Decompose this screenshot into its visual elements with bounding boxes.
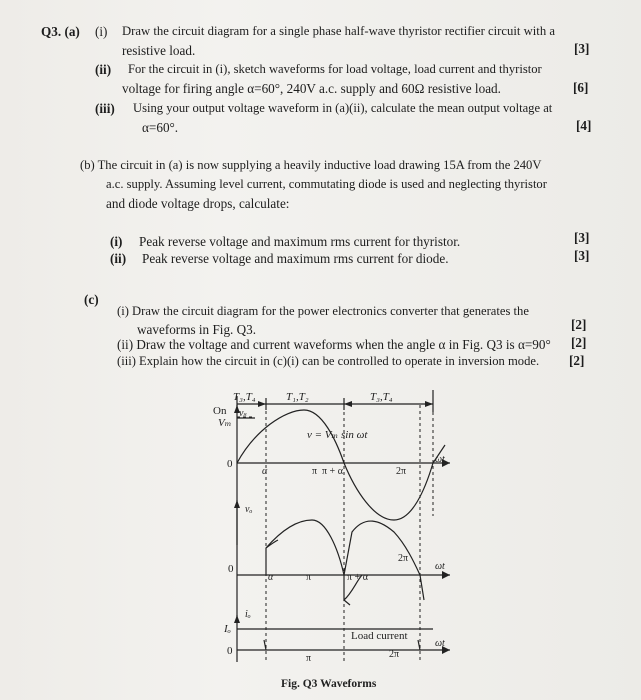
qc-i-line1: (i) Draw the circuit diagram for the power electronics converter that generates the [117, 304, 529, 318]
label-pi-plus-alpha-2: π + α [347, 572, 368, 583]
label-zero-1: 0 [227, 458, 233, 470]
label-pi-plus-alpha-1: π + α [322, 466, 343, 477]
qa-ii-line2: voltage for firing angle α=60°, 240V a.c. supply and 60Ω resistive load. [122, 81, 501, 96]
label-vo: vₒ [245, 504, 253, 515]
label-pi-2: π [306, 572, 312, 583]
qa-i-line2: resistive load. [122, 43, 196, 58]
qa-ii-line1: For the circuit in (i), sketch waveforms for load voltage, load current and thyristor [128, 62, 542, 76]
label-wt-3: ωt [435, 638, 445, 649]
qb-ii-text: Peak reverse voltage and maximum rms current for diode. [142, 251, 449, 266]
label-io: iₒ [245, 609, 251, 620]
label-t3t4-left: T₃,T₄ [233, 391, 256, 403]
qa-i-marks: [3] [574, 41, 590, 56]
label-wt-2: ωt [435, 561, 445, 572]
qc-i-line2: waveforms in Fig. Q3. [137, 322, 257, 337]
qb-line2: a.c. supply. Assuming level current, commutating diode is used and neglecting thyristor [106, 177, 547, 191]
label-alpha-2: α [268, 572, 274, 583]
qa-iii-marks: [4] [576, 118, 592, 133]
qa-iii-number: (iii) [95, 101, 115, 116]
qa-ii-marks: [6] [573, 80, 589, 95]
qa-iii-line2: α=60°. [142, 120, 179, 135]
qc-ii-marks: [2] [571, 335, 587, 350]
label-Io: Iₒ [224, 623, 231, 635]
label-zero-3: 0 [227, 645, 233, 657]
qa-i-number: (i) [95, 24, 108, 39]
qc-ii-text: (ii) Draw the voltage and current waveforms when the angle α in Fig. Q3 is α=90° [117, 337, 551, 352]
qb-ii-marks: [3] [574, 248, 590, 263]
label-pi-1: π [312, 466, 318, 477]
qb-i-marks: [3] [574, 230, 590, 245]
qb-line1: (b) The circuit in (a) is now supplying a heavily inductive load drawing 15A from the 240V [80, 158, 542, 172]
label-load-current: Load current [351, 630, 408, 642]
label-two-pi-3: 2π [389, 649, 400, 660]
label-pi-3: π [306, 653, 312, 664]
qc-iii-text: (iii) Explain how the circuit in (c)(i) can be controlled to operate in inversion mode. [117, 354, 540, 368]
label-on: On [213, 405, 227, 417]
label-vm: Vₘ [218, 417, 232, 429]
label-wt-1: ωt [435, 454, 445, 465]
label-two-pi-1: 2π [396, 466, 407, 477]
qc-iii-marks: [2] [569, 353, 585, 368]
label-alpha-1: α [262, 466, 268, 477]
qa-ii-number: (ii) [95, 62, 112, 77]
qc-heading: (c) [84, 292, 99, 307]
qb-i-number: (i) [110, 234, 123, 249]
label-t1t2: T₁,T₂ [286, 391, 309, 403]
qa-iii-line1: Using your output voltage waveform in (a)(ii), calculate the mean output voltage at [133, 101, 553, 115]
label-t3t4-right: T₃,T₄ [370, 391, 393, 403]
qb-line3: and diode voltage drops, calculate: [106, 196, 290, 211]
qa-i-line1: Draw the circuit diagram for a single phase half-wave thyristor rectifier circuit with a [122, 24, 555, 38]
qb-i-text: Peak reverse voltage and maximum rms current for thyristor. [139, 234, 461, 249]
label-sine-eq: v = Vₘ sin ωt [307, 429, 368, 441]
figure-caption: Fig. Q3 Waveforms [281, 678, 377, 690]
qb-ii-number: (ii) [110, 251, 127, 266]
label-vs: vₛ [239, 408, 247, 419]
qc-i-marks: [2] [571, 317, 587, 332]
q3a-heading: Q3. (a) [41, 24, 80, 39]
label-two-pi-2: 2π [398, 553, 409, 564]
label-zero-2: 0 [228, 563, 234, 575]
